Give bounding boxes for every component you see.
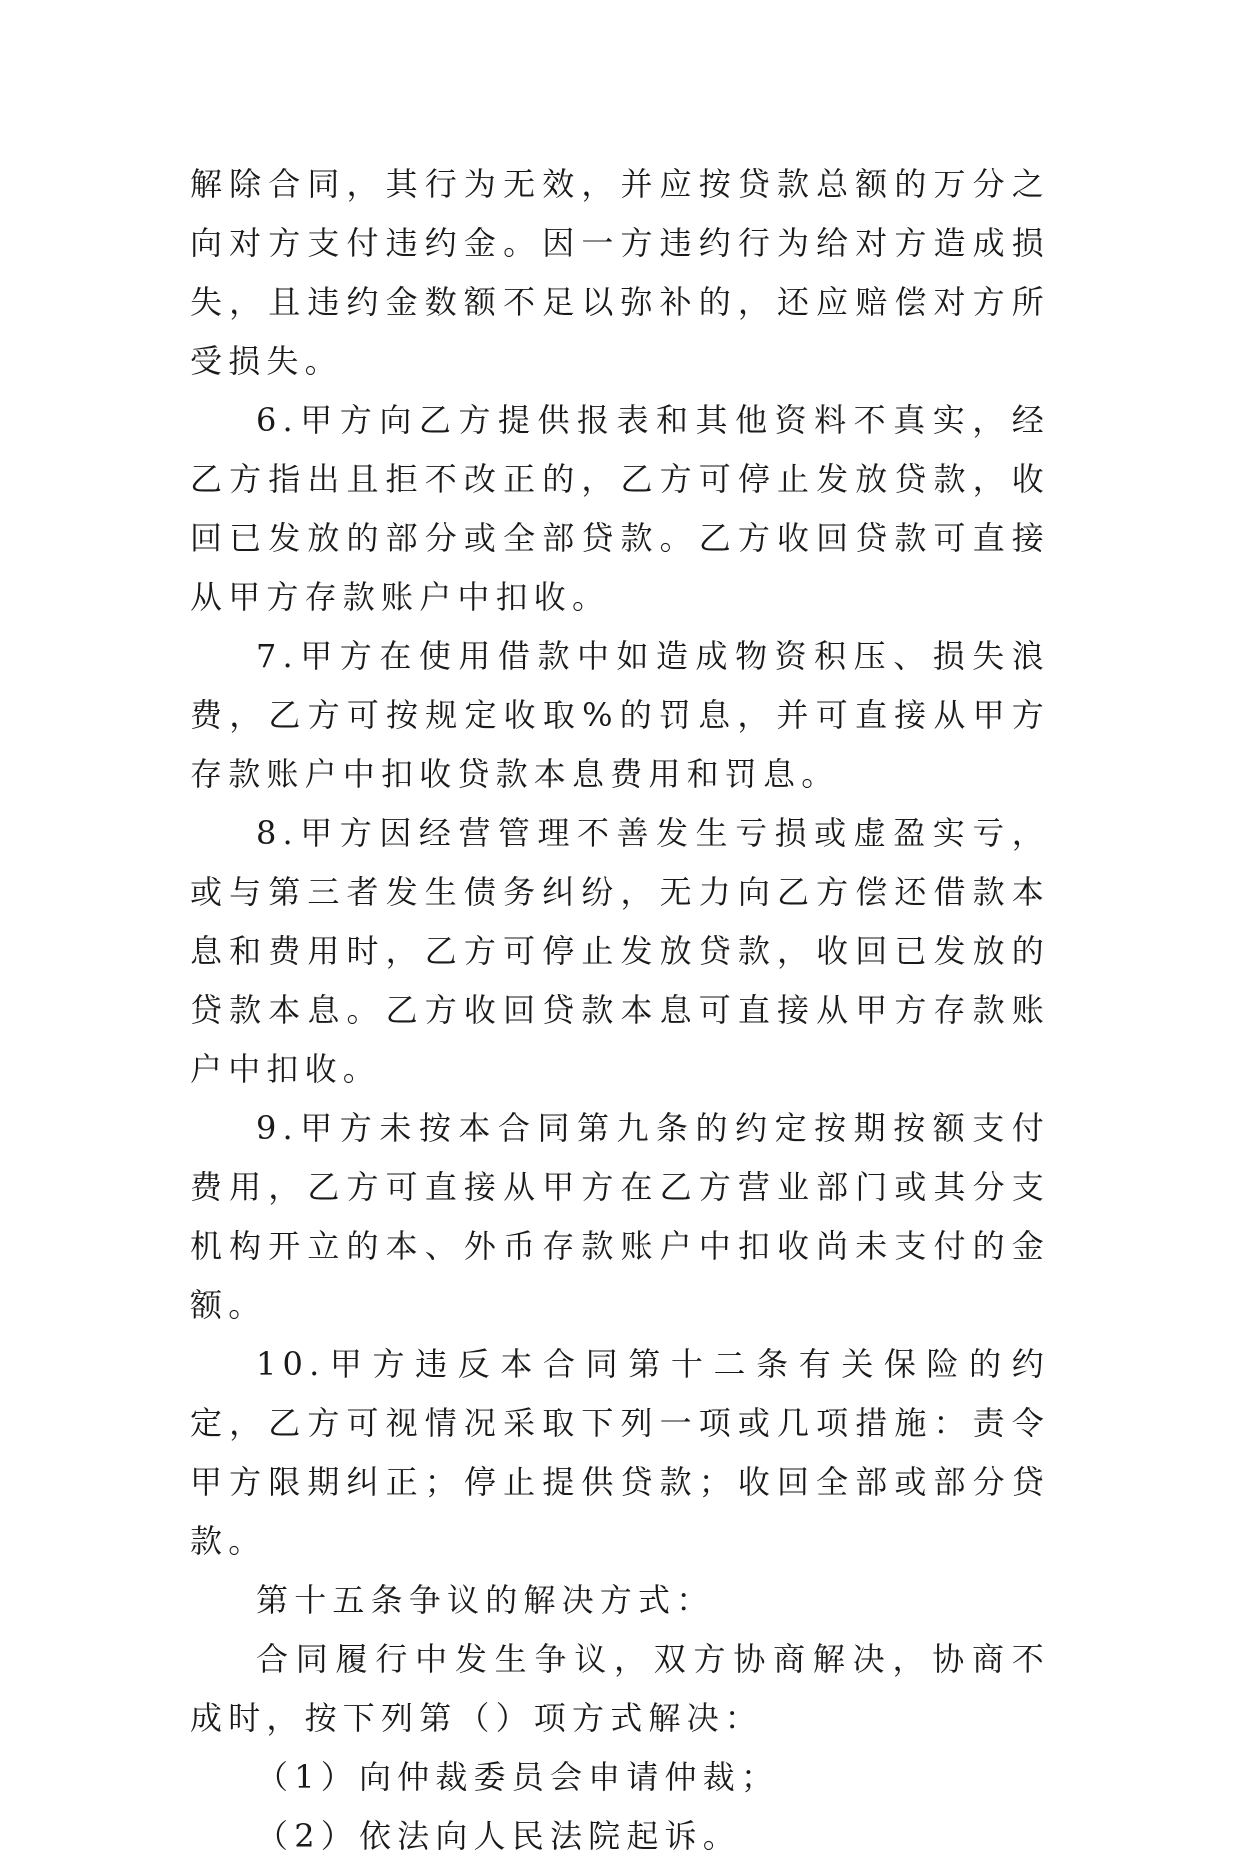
option-court: （2）依法向人民法院起诉。 [256,1817,741,1855]
article-15-heading: 第十五条争议的解决方式： [256,1581,715,1619]
paragraph-item-7: 7.甲方在使用借款中如造成物资积压、损失浪费，乙方可按规定收取%的罚息，并可直接从甲方存款账户中扣收贷款本息费用和罚息。 [190,637,1050,793]
paragraph-dispute: 合同履行中发生争议，双方协商解决，协商不成时，按下列第（）项方式解决： [190,1640,1050,1737]
document-page [190,155,1050,1866]
paragraph-continued: 解除合同，其行为无效，并应按贷款总额的万分之向对方支付违约金。因一方违约行为给对方造成损失，且违约金数额不足以弥补的，还应赔偿对方所受损失。 [190,165,1050,380]
paragraph-item-6: 6.甲方向乙方提供报表和其他资料不真实，经乙方指出且拒不改正的，乙方可停止发放贷款，收回已发放的部分或全部贷款。乙方收回贷款可直接从甲方存款账户中扣收。 [190,401,1050,616]
paragraph-item-8: 8.甲方因经营管理不善发生亏损或虚盈实亏，或与第三者发生债务纠纷，无力向乙方偿还借款本息和费用时，乙方可停止发放贷款，收回已发放的贷款本息。乙方收回贷款本息可直接从甲方存款账户中扣收。 [190,814,1050,1088]
paragraph-item-9: 9.甲方未按本合同第九条的约定按期按额支付费用，乙方可直接从甲方在乙方营业部门或其分支机构开立的本、外币存款账户中扣收尚未支付的金额。 [190,1109,1050,1324]
option-arbitration: （1）向仲裁委员会申请仲裁； [256,1758,780,1796]
paragraph-item-10: 10.甲方违反本合同第十二条有关保险的约定，乙方可视情况采取下列一项或几项措施：责令甲方限期纠正；停止提供贷款；收回全部或部分贷款。 [190,1345,1050,1560]
